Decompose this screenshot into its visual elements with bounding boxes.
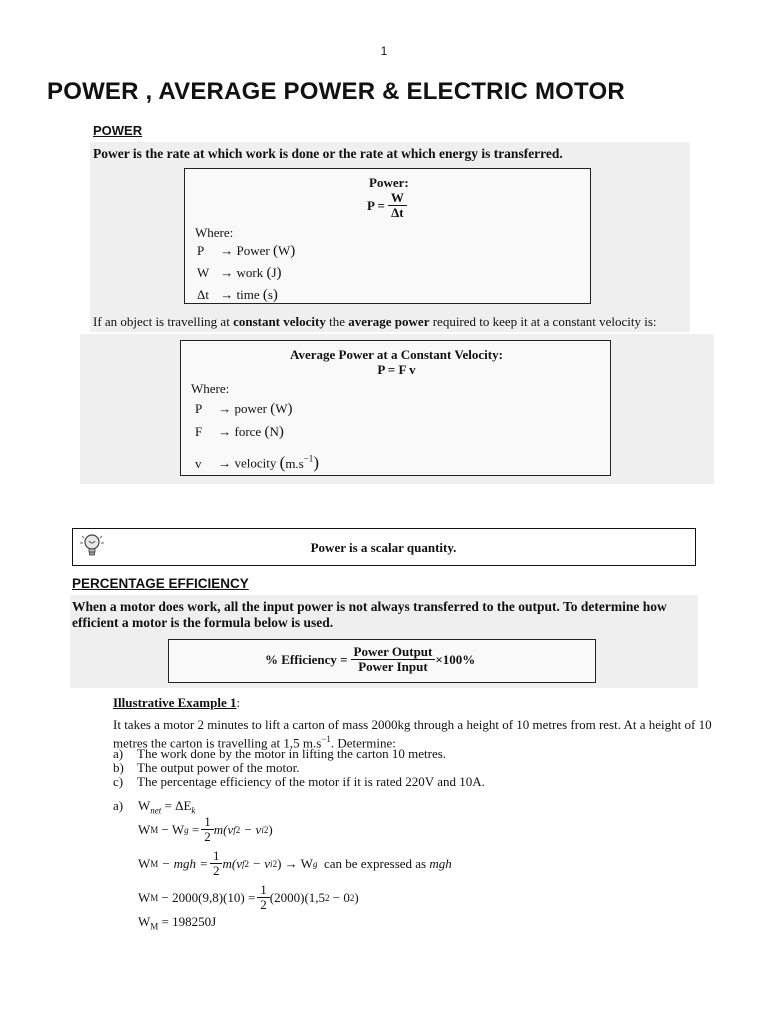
example-title: Illustrative Example 1 [113,695,237,710]
part-text: The output power of the motor. [137,760,300,775]
solution-label: a) [113,798,124,813]
solution-step-3 [138,849,452,879]
sub: i [270,859,273,870]
sub: g [312,859,318,870]
cv-text: If an object is travelling at [93,314,234,329]
var-desc: → Power [220,243,270,258]
sup: 2 [235,825,241,836]
den: 2 [204,829,211,845]
sym: ) [277,856,282,872]
sym: = ΔE [161,798,192,813]
solution-step-5 [138,914,216,932]
efficiency-fraction-num: Power Output [351,645,436,660]
power-var-row [197,240,295,262]
sym: m(v [213,822,234,838]
sup: 2 [349,893,355,904]
sym: − 2000(9,8)(10) = [158,890,256,906]
den: 2 [212,863,220,879]
power-fraction-num: W [388,191,407,206]
var-symbol: P [197,243,205,258]
avg-var-row [195,447,319,475]
sym: can be expressed as [317,856,430,872]
var-symbol: v [195,455,202,471]
scalar-note-box [72,528,696,566]
sub: M [150,825,159,836]
power-formula-box [184,168,591,304]
efficiency-formula-box [168,639,596,683]
sym: → W [281,856,313,872]
sym: mgh [429,856,452,872]
example-part [113,774,485,790]
sub: f [233,825,236,836]
den: 2 [260,897,267,913]
half-fraction [201,815,214,845]
cv-text: required to keep it at a constant velocity is: [429,314,657,329]
var-unit-text: N [269,424,279,439]
var-symbol: W [197,265,210,280]
var-unit-text: J [271,265,277,280]
efficiency-fraction-den: Power Input [358,659,428,675]
example-colon: : [236,695,241,710]
cv-bold: average power [348,314,430,329]
sym: W [138,890,151,906]
var-symbol: Δt [197,287,209,302]
cv-bold: constant velocity [233,314,326,329]
cv-text: the [325,314,349,329]
sym: − 0 [329,890,350,906]
power-where-label: Where: [195,225,234,240]
intro-sup: −1 [321,734,331,744]
page-title: POWER , AVERAGE POWER & ELECTRIC MOTOR [47,78,625,105]
power-definition: Power is the rate at which work is done or the rate at which energy is transferred. [93,146,563,161]
sym: W [138,914,151,929]
sub: M [150,921,159,932]
var-unit: $(m.s^{-1})$ [279,452,319,472]
power-var-row [197,262,282,284]
var-desc: → time [220,287,260,302]
efficiency-formula [265,645,475,675]
half-fraction [210,849,223,879]
sup: 2 [272,859,278,870]
avg-var-row [195,421,284,443]
power-fraction [388,191,407,221]
var-unit-text: m.s [285,455,304,471]
num: 1 [201,815,214,830]
sym: = 198250J [158,914,217,929]
sym: − mgh = [158,856,208,872]
var-unit-text: W [275,401,288,416]
sym: ) [268,822,273,838]
scalar-note-text: Power is a scalar quantity. [310,540,457,555]
var-unit: (J) [266,265,282,281]
intro-text: It takes a motor 2 minutes to lift a carton of mass 2000kg through a height of 10 metres from rest. At a height of 10 metres the carton is travelling at 1,5 m.s [113,717,712,751]
var-unit: (s) [262,287,278,303]
efficiency-heading: PERCENTAGE EFFICIENCY [72,576,249,591]
avg-var-row [195,398,293,420]
power-heading: POWER [93,123,143,138]
var-unit-text: W [277,243,291,258]
sub: f [241,859,245,870]
efficiency-rhs: ×100% [435,652,476,668]
constant-velocity-text [93,314,657,330]
var-unit: (N) [264,424,284,440]
var-desc: → power [218,401,267,416]
sym: − v [249,856,271,872]
half-fraction [257,883,270,913]
part-label: a) [113,746,124,761]
part-label: c) [113,774,124,789]
sub: net [150,805,162,816]
sup: 2 [263,825,269,836]
example-heading [113,695,240,711]
sub: M [150,859,159,870]
solution-step-1 [138,798,195,816]
sub: g [184,825,189,836]
sup: 2 [244,859,249,870]
sym: − v [240,822,262,838]
average-power-box [180,340,611,476]
power-label: Power: [369,175,409,190]
var-unit: (W) [272,243,296,259]
power-fraction-den: Δt [391,205,404,221]
efficiency-lhs: % Efficiency = [265,652,348,668]
page-number: 1 [380,44,388,58]
sup: 2 [325,893,330,904]
efficiency-fraction [351,645,436,675]
average-power-formula: P = F v [377,362,416,377]
sub: M [150,893,159,904]
var-unit-sup: −1 [303,453,314,463]
var-desc: → force [218,424,262,439]
var-desc: → velocity [218,455,277,471]
var-unit-text: s [267,287,273,302]
sym: W [138,822,151,838]
solution-step-2 [138,815,273,845]
part-text: The work done by the motor in lifting the carton 10 metres. [137,746,447,761]
num: 1 [257,883,270,898]
var-desc: → work [220,265,264,280]
var-symbol: F [195,424,203,439]
sym: − W [158,822,185,838]
sym: (2000)(1,5 [269,890,326,906]
intro-text: . Determine: [330,735,396,751]
solution-step-4 [138,883,359,913]
average-power-title: Average Power at a Constant Velocity: [290,347,503,362]
num: 1 [210,849,223,864]
part-label: b) [113,760,124,775]
sym: m(v [222,856,242,872]
sym: W [138,856,151,872]
efficiency-text: When a motor does work, all the input power is not always transferred to the output. To determine how efficient a motor is the formula below is used. [72,599,667,630]
sym: = [188,822,200,838]
sym: ) [354,890,359,906]
power-var-row [197,284,278,306]
var-symbol: P [195,401,203,416]
power-formula-lhs: P = [367,198,385,214]
part-text: The percentage efficiency of the motor if it is rated 220V and 10A. [137,774,485,789]
sub: k [191,805,196,816]
sub: i [261,825,264,836]
sym: W [138,798,151,813]
power-formula [367,191,407,221]
avg-where-label: Where: [191,381,230,396]
var-unit: (W) [270,401,293,417]
